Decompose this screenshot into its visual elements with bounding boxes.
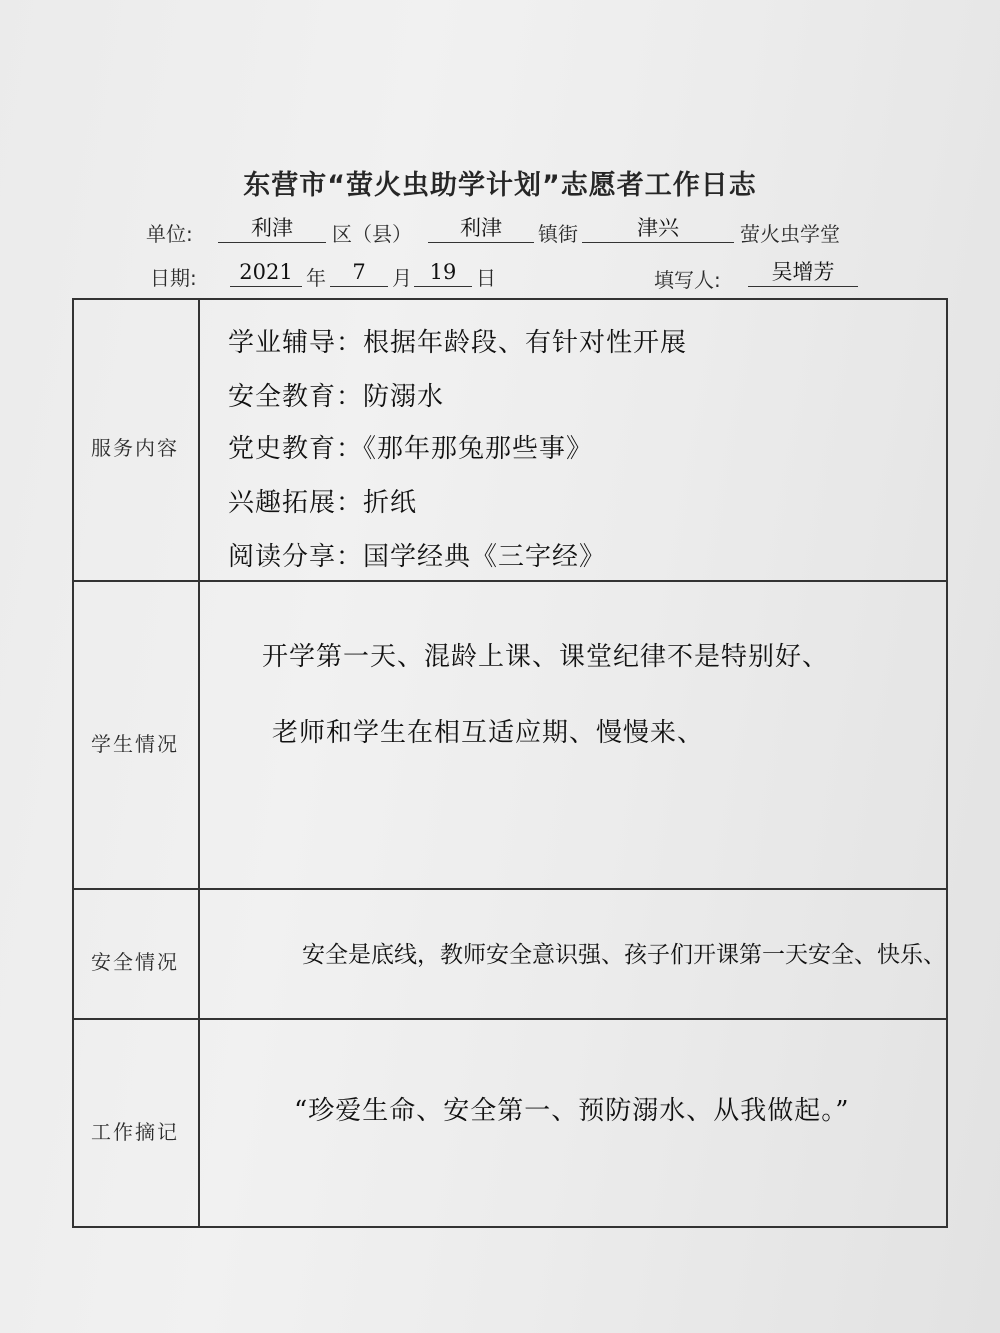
safety-line: 安全是底线，教师安全意识强、孩子们开课第一天安全、快乐、 — [302, 942, 946, 968]
row-divider — [72, 1018, 948, 1020]
day-value: 19 — [414, 260, 472, 287]
unit-label: 单位: — [146, 222, 193, 246]
year-value: 2021 — [230, 260, 302, 287]
filler-value: 吴增芳 — [748, 260, 858, 287]
school-value: 津兴 — [582, 216, 734, 243]
student-line: 老师和学生在相互适应期、慢慢来、 — [272, 718, 705, 748]
school-label: 萤火虫学堂 — [740, 222, 840, 246]
town-value: 利津 — [428, 216, 534, 243]
notes-line: “珍爱生命、安全第一、预防溺水、从我做起。” — [294, 1096, 850, 1126]
service-line: 学业辅导：根据年龄段、有针对性开展 — [228, 328, 688, 358]
row-divider — [72, 888, 948, 890]
service-line: 安全教育：防溺水 — [228, 382, 445, 412]
year-label: 年 — [306, 266, 326, 290]
service-line: 党史教育：《那年那兔那些事》 — [228, 434, 594, 464]
unit-row — [0, 216, 1000, 250]
student-line: 开学第一天、混龄上课、课堂纪律不是特别好、 — [262, 642, 830, 672]
date-label: 日期: — [150, 266, 197, 290]
student-situation-label: 学生情况 — [91, 732, 179, 756]
filler-label: 填写人: — [654, 268, 721, 292]
service-content-label: 服务内容 — [91, 436, 179, 460]
row-divider — [72, 580, 948, 582]
day-label: 日 — [476, 266, 496, 290]
district-value: 利津 — [218, 216, 326, 243]
month-value: 7 — [330, 260, 388, 287]
town-label: 镇街 — [538, 222, 578, 246]
form-title: 东营市“萤火虫助学计划”志愿者工作日志 — [243, 170, 757, 201]
column-divider — [198, 298, 200, 1228]
month-label: 月 — [392, 266, 412, 290]
safety-situation-label: 安全情况 — [91, 950, 179, 974]
district-label: 区（县） — [332, 222, 412, 246]
service-line: 兴趣拓展：折纸 — [228, 488, 418, 518]
work-notes-label: 工作摘记 — [91, 1120, 179, 1144]
date-row — [0, 260, 1000, 294]
service-line: 阅读分享：国学经典《三字经》 — [228, 542, 607, 572]
